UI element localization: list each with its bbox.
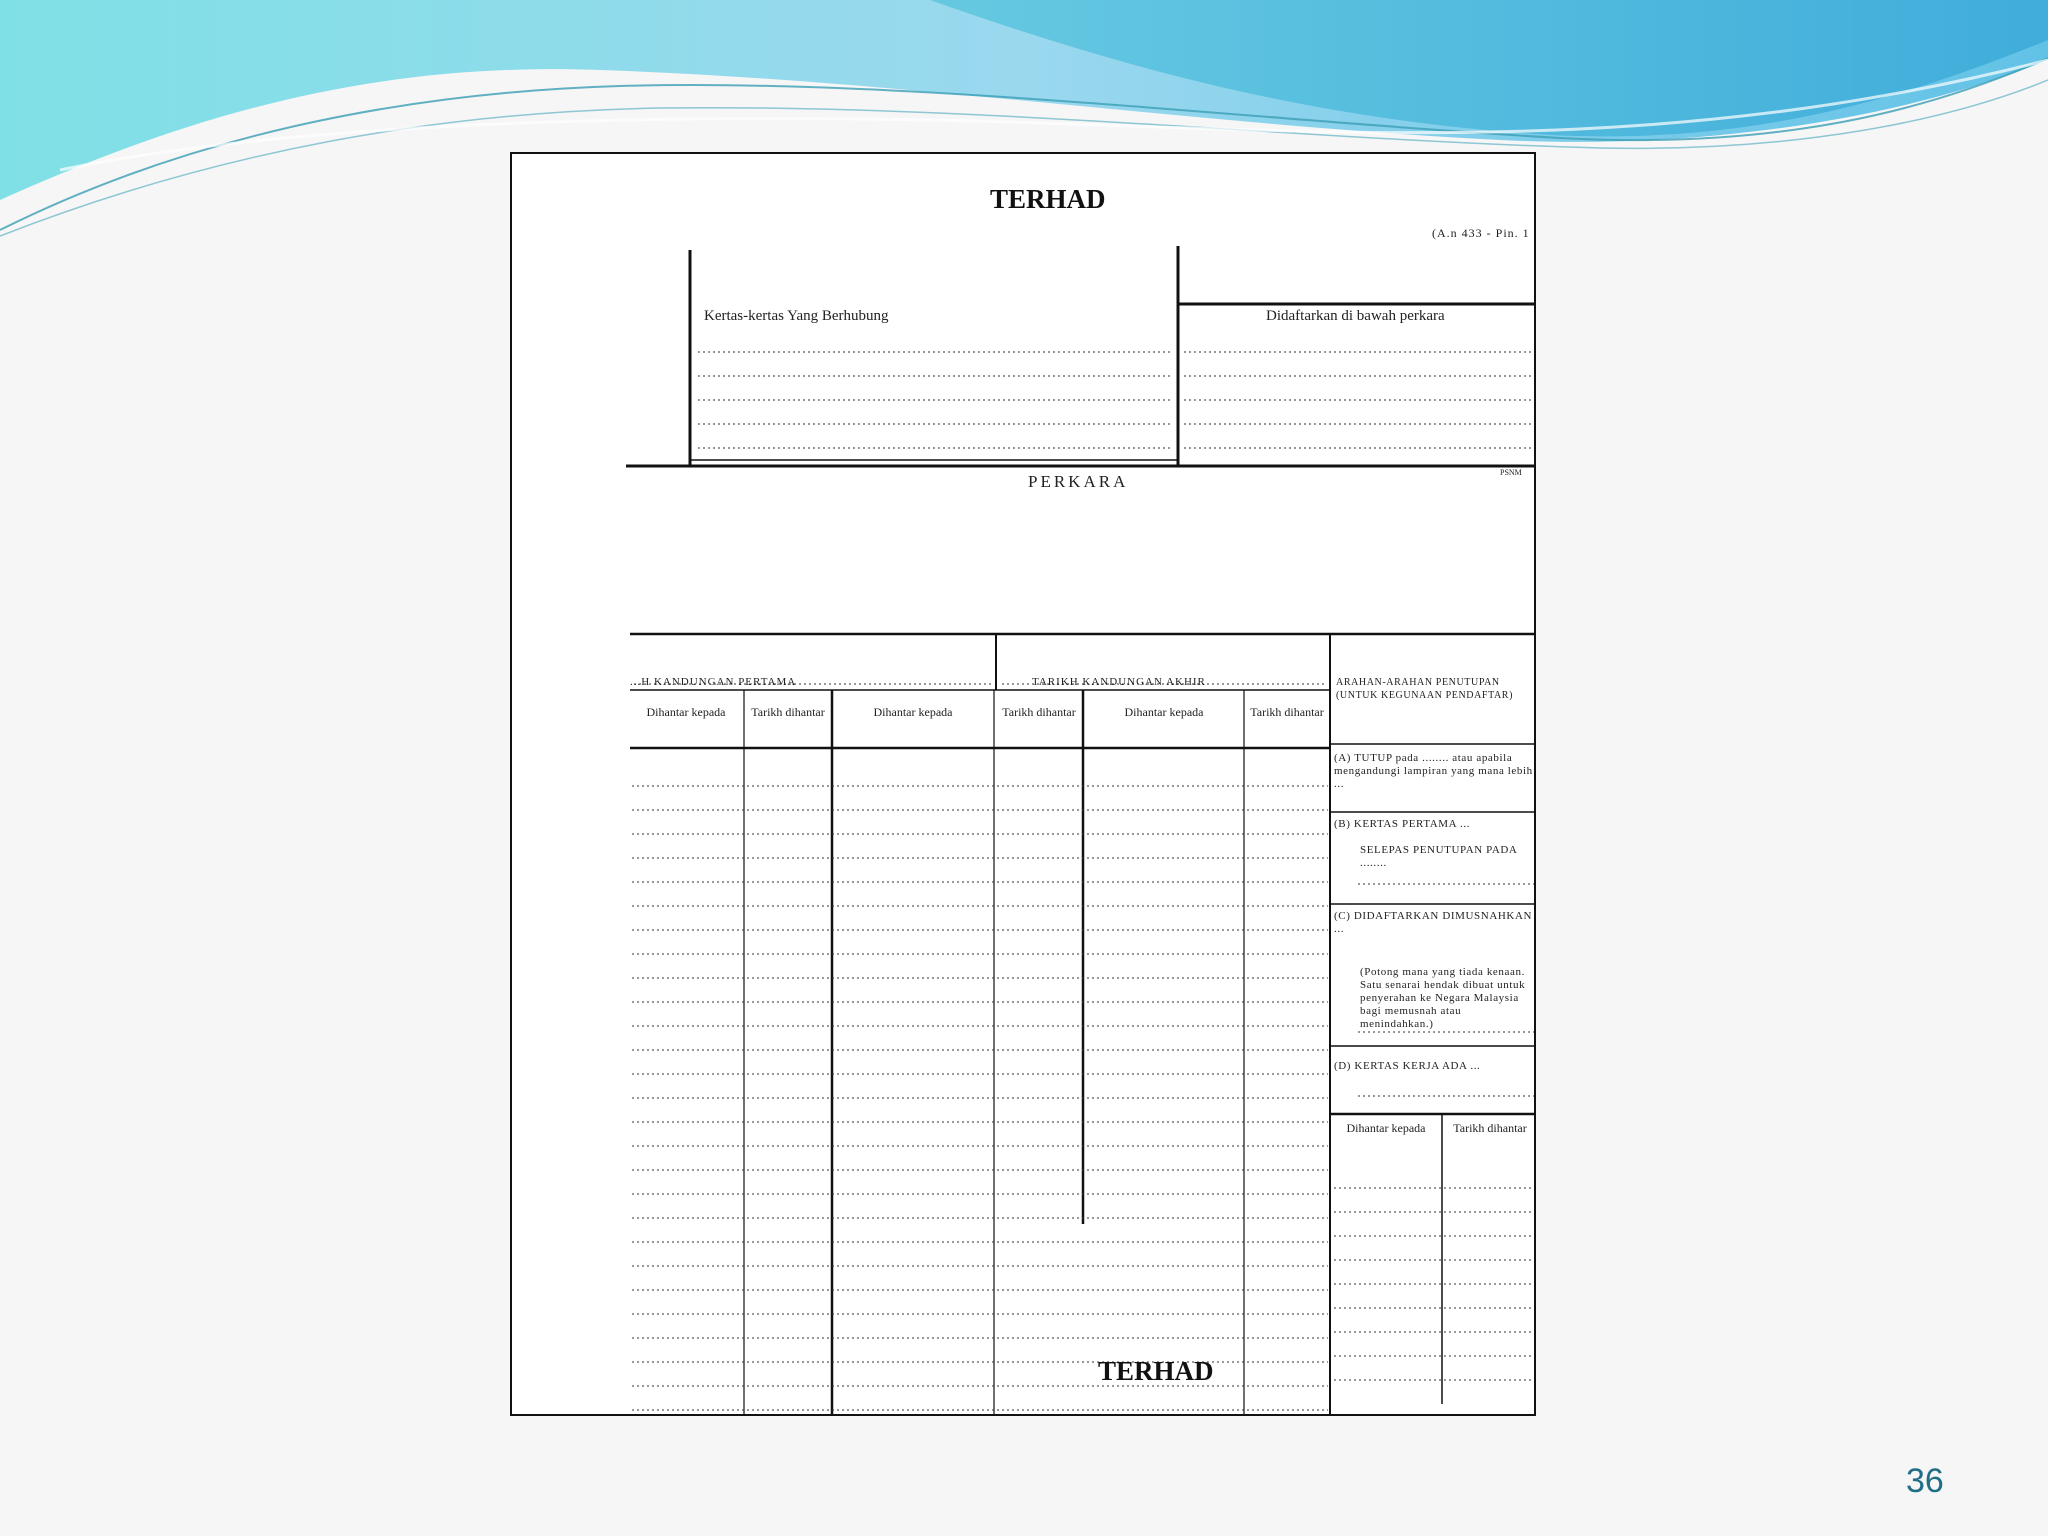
panel-column-date-sent: Tarikh dihantar [1453, 1121, 1527, 1135]
column-header-sent-to-3: Dihantar kepada [1124, 705, 1204, 719]
instruction-d: (D) KERTAS KERJA ADA ... [1334, 1060, 1481, 1072]
column-header-date-sent-3: Tarikh dihantar [1250, 705, 1324, 719]
instruction-a: (A) TUTUP pada ........ atau apabila mengandungi lampiran yang mana lebih ... [1334, 752, 1533, 790]
column-header-sent-to-1: Dihantar kepada [646, 705, 726, 719]
related-papers-label: Kertas-kertas Yang Berhubung [704, 308, 889, 324]
form-code: (A.n 433 - Pin. 1 [1432, 226, 1530, 240]
column-header-date-sent-2: Tarikh dihantar [1002, 705, 1076, 719]
instruction-b-title: (B) KERTAS PERTAMA ... [1334, 818, 1471, 830]
closing-instructions-heading: ARAHAN-ARAHAN PENUTUPAN (UNTUK KEGUNAAN PENDAFTAR) [1336, 677, 1514, 701]
restricted-stamp-top: TERHAD [990, 184, 1106, 214]
column-header-sent-to-2: Dihantar kepada [873, 705, 953, 719]
instruction-b-detail: SELEPAS PENUTUPAN PADA ........ [1360, 844, 1517, 869]
subject-label: PERKARA [1028, 472, 1129, 491]
instruction-c-title: (C) DIDAFTARKAN DIMUSNAHKAN ... [1334, 910, 1533, 935]
last-paper-date-label: TARIKH KANDUNGAN AKHIR [1032, 676, 1206, 688]
scanned-file-cover-form [510, 152, 1536, 1416]
registered-under-label: Didaftarkan di bawah perkara [1266, 308, 1445, 324]
small-code: PSNM [1500, 468, 1522, 477]
slide-number: 36 [1906, 1462, 1944, 1500]
instruction-c-note: (Potong mana yang tiada kenaan. Satu senarai hendak dibuat untuk penyerahan ke Negara Malaysia bagi memusnah atau menindahkan.) [1360, 966, 1526, 1030]
first-paper-date-label: ...H KANDUNGAN PERTAMA [630, 676, 797, 688]
restricted-stamp-bottom: TERHAD [1098, 1356, 1214, 1386]
column-header-date-sent-1: Tarikh dihantar [751, 705, 825, 719]
panel-column-sent-to: Dihantar kepada [1346, 1121, 1426, 1135]
